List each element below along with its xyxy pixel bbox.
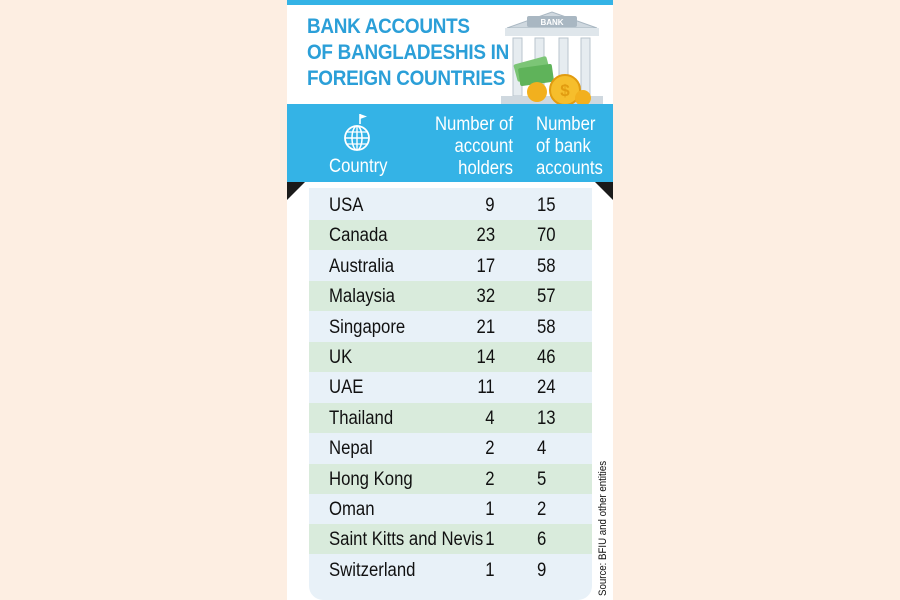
cell-accounts: 46 (537, 347, 556, 368)
cell-country: Switzerland (329, 559, 416, 581)
cell-accounts: 70 (537, 225, 556, 247)
cell-holders: 23 (476, 225, 495, 247)
header-holders: Number of account holders (434, 114, 513, 179)
title-line-2: OF BANGLADESHIS IN (307, 41, 510, 64)
header-accounts: Number of bank accounts (536, 114, 603, 179)
header-notch-right (595, 182, 613, 200)
table-row (309, 190, 592, 220)
cell-accounts: 24 (537, 377, 556, 399)
table-row (309, 524, 592, 554)
cell-holders: 14 (476, 347, 495, 368)
title-line-1: BANK ACCOUNTS (307, 15, 470, 38)
table-row (309, 403, 592, 433)
cell-country: UK (329, 347, 353, 368)
table-row (309, 555, 592, 585)
svg-text:$: $ (560, 81, 570, 100)
table-row (309, 494, 592, 524)
cell-holders: 1 (485, 559, 495, 581)
table-row (309, 433, 592, 463)
cell-country: Malaysia (329, 286, 395, 308)
cell-accounts: 15 (537, 195, 556, 216)
cell-accounts: 58 (537, 255, 556, 277)
cell-accounts: 9 (537, 559, 547, 581)
table-row (309, 372, 592, 402)
cell-country: USA (329, 195, 364, 216)
cell-accounts: 6 (537, 529, 547, 551)
cell-holders: 2 (485, 468, 495, 490)
cell-country: Saint Kitts and Nevis (329, 529, 484, 551)
cell-accounts: 2 (537, 499, 547, 520)
cell-country: Australia (329, 255, 395, 277)
cell-country: Hong Kong (329, 468, 413, 490)
table-row (309, 281, 592, 311)
globe-flag-icon (340, 112, 374, 152)
cell-holders: 11 (477, 377, 495, 399)
cell-country: Thailand (329, 407, 394, 429)
header-country: Country (329, 156, 388, 177)
cell-holders: 1 (485, 529, 495, 551)
cell-holders: 9 (485, 195, 495, 216)
infographic-card (287, 0, 613, 600)
table-row (309, 342, 592, 372)
cell-holders: 32 (476, 286, 495, 308)
cell-country: UAE (329, 377, 364, 399)
cell-holders: 4 (485, 407, 495, 429)
cell-accounts: 13 (537, 407, 556, 429)
cell-holders: 1 (485, 499, 495, 520)
cell-holders: 2 (485, 438, 495, 460)
cell-holders: 21 (476, 316, 495, 338)
cell-accounts: 4 (537, 438, 547, 460)
title-line-3: FOREIGN COUNTRIES (307, 67, 506, 90)
table-row (309, 312, 592, 342)
cell-accounts: 58 (537, 316, 556, 338)
header-notch-left (287, 182, 305, 200)
source-note: Source: BFIU and other entities (597, 460, 609, 596)
cell-accounts: 5 (537, 468, 547, 490)
table-header (287, 104, 613, 182)
infographic-title (307, 14, 510, 92)
table-row (309, 464, 592, 494)
data-table (309, 188, 592, 600)
bank-building-icon (493, 8, 611, 108)
table-row (309, 220, 592, 250)
bank-sign-text: BANK (540, 18, 564, 27)
table-row (309, 251, 592, 281)
cell-country: Canada (329, 225, 388, 247)
cell-holders: 17 (476, 255, 495, 277)
cell-country: Singapore (329, 316, 406, 338)
cell-country: Oman (329, 499, 375, 520)
cell-accounts: 57 (537, 286, 556, 308)
top-accent-bar (287, 0, 613, 5)
cell-country: Nepal (329, 438, 373, 460)
